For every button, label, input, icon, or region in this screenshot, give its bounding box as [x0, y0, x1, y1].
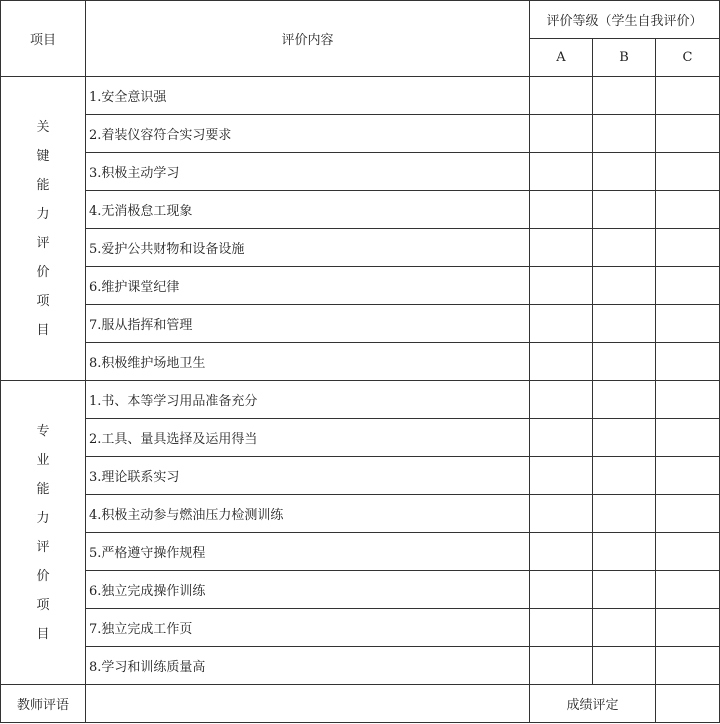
grade-c-cell[interactable]	[656, 115, 720, 153]
section-1-char: 键	[36, 148, 50, 164]
grade-b-cell[interactable]	[593, 381, 656, 419]
grade-a-cell[interactable]	[530, 77, 593, 115]
grade-a-cell[interactable]	[530, 419, 593, 457]
grade-c-cell[interactable]	[656, 457, 720, 495]
grade-c-cell[interactable]	[656, 647, 720, 685]
grade-a-cell[interactable]	[530, 115, 593, 153]
evaluation-item: 2.着装仪容符合实习要求	[86, 115, 530, 153]
evaluation-item: 5.严格遵守操作规程	[86, 533, 530, 571]
grade-a-header: A	[530, 39, 593, 77]
section-2-char: 力	[36, 510, 50, 526]
section-2-char: 能	[36, 481, 50, 497]
section-1-char: 关	[36, 119, 50, 135]
grade-c-cell[interactable]	[656, 305, 720, 343]
evaluation-item: 8.积极维护场地卫生	[86, 343, 530, 381]
grade-a-cell[interactable]	[530, 381, 593, 419]
teacher-comment-field[interactable]	[86, 685, 530, 723]
evaluation-item: 4.积极主动参与燃油压力检测训练	[86, 495, 530, 533]
grade-b-cell[interactable]	[593, 229, 656, 267]
section-1-label	[1, 77, 86, 381]
evaluation-item: 7.独立完成工作页	[86, 609, 530, 647]
evaluation-item: 5.爱护公共财物和设备设施	[86, 229, 530, 267]
section-1-char: 评	[36, 235, 50, 251]
grade-a-cell[interactable]	[530, 571, 593, 609]
header-grade: 评价等级（学生自我评价）	[530, 1, 720, 39]
grade-c-cell[interactable]	[656, 609, 720, 647]
evaluation-item: 8.学习和训练质量高	[86, 647, 530, 685]
grade-b-cell[interactable]	[593, 533, 656, 571]
section-2-char: 价	[36, 568, 50, 584]
grade-c-cell[interactable]	[656, 343, 720, 381]
grade-a-cell[interactable]	[530, 305, 593, 343]
grade-b-cell[interactable]	[593, 571, 656, 609]
grade-b-cell[interactable]	[593, 191, 656, 229]
grade-c-cell[interactable]	[656, 495, 720, 533]
grade-a-cell[interactable]	[530, 533, 593, 571]
evaluation-item: 6.独立完成操作训练	[86, 571, 530, 609]
grade-c-cell[interactable]	[656, 77, 720, 115]
teacher-comment-label: 教师评语	[1, 685, 86, 723]
evaluation-item: 7.服从指挥和管理	[86, 305, 530, 343]
grade-a-cell[interactable]	[530, 495, 593, 533]
evaluation-item: 3.积极主动学习	[86, 153, 530, 191]
section-2-char: 业	[36, 452, 50, 468]
grade-result-field[interactable]	[656, 685, 720, 723]
header-project: 项目	[1, 1, 86, 77]
grade-c-cell[interactable]	[656, 419, 720, 457]
grade-b-cell[interactable]	[593, 457, 656, 495]
section-1-char: 目	[36, 322, 50, 338]
section-1-char: 价	[36, 264, 50, 280]
grade-c-cell[interactable]	[656, 381, 720, 419]
evaluation-item: 2.工具、量具选择及运用得当	[86, 419, 530, 457]
grade-a-cell[interactable]	[530, 153, 593, 191]
section-2-char: 目	[36, 626, 50, 642]
section-2-char: 评	[36, 539, 50, 555]
grade-a-cell[interactable]	[530, 229, 593, 267]
evaluation-item: 3.理论联系实习	[86, 457, 530, 495]
section-2-char: 项	[36, 597, 50, 613]
grade-c-cell[interactable]	[656, 267, 720, 305]
grade-b-cell[interactable]	[593, 115, 656, 153]
section-2-label	[1, 381, 86, 685]
section-1-char: 能	[36, 177, 50, 193]
grade-c-cell[interactable]	[656, 229, 720, 267]
evaluation-item: 1.书、本等学习用品准备充分	[86, 381, 530, 419]
grade-b-cell[interactable]	[593, 267, 656, 305]
grade-b-cell[interactable]	[593, 419, 656, 457]
grade-c-cell[interactable]	[656, 153, 720, 191]
grade-b-header: B	[593, 39, 656, 77]
grade-b-cell[interactable]	[593, 609, 656, 647]
section-2-char: 专	[36, 423, 50, 439]
grade-a-cell[interactable]	[530, 191, 593, 229]
grade-b-cell[interactable]	[593, 305, 656, 343]
grade-b-cell[interactable]	[593, 77, 656, 115]
section-1-char: 力	[36, 206, 50, 222]
grade-b-cell[interactable]	[593, 153, 656, 191]
grade-c-cell[interactable]	[656, 191, 720, 229]
grade-result-label: 成绩评定	[530, 685, 656, 723]
header-content: 评价内容	[86, 1, 530, 77]
grade-c-cell[interactable]	[656, 571, 720, 609]
evaluation-item: 1.安全意识强	[86, 77, 530, 115]
grade-b-cell[interactable]	[593, 647, 656, 685]
section-1-char: 项	[36, 293, 50, 309]
grade-c-header: C	[656, 39, 720, 77]
grade-a-cell[interactable]	[530, 343, 593, 381]
grade-b-cell[interactable]	[593, 495, 656, 533]
evaluation-item: 6.维护课堂纪律	[86, 267, 530, 305]
grade-a-cell[interactable]	[530, 609, 593, 647]
grade-c-cell[interactable]	[656, 533, 720, 571]
grade-a-cell[interactable]	[530, 647, 593, 685]
grade-a-cell[interactable]	[530, 267, 593, 305]
grade-b-cell[interactable]	[593, 343, 656, 381]
evaluation-item: 4.无消极怠工现象	[86, 191, 530, 229]
grade-a-cell[interactable]	[530, 457, 593, 495]
